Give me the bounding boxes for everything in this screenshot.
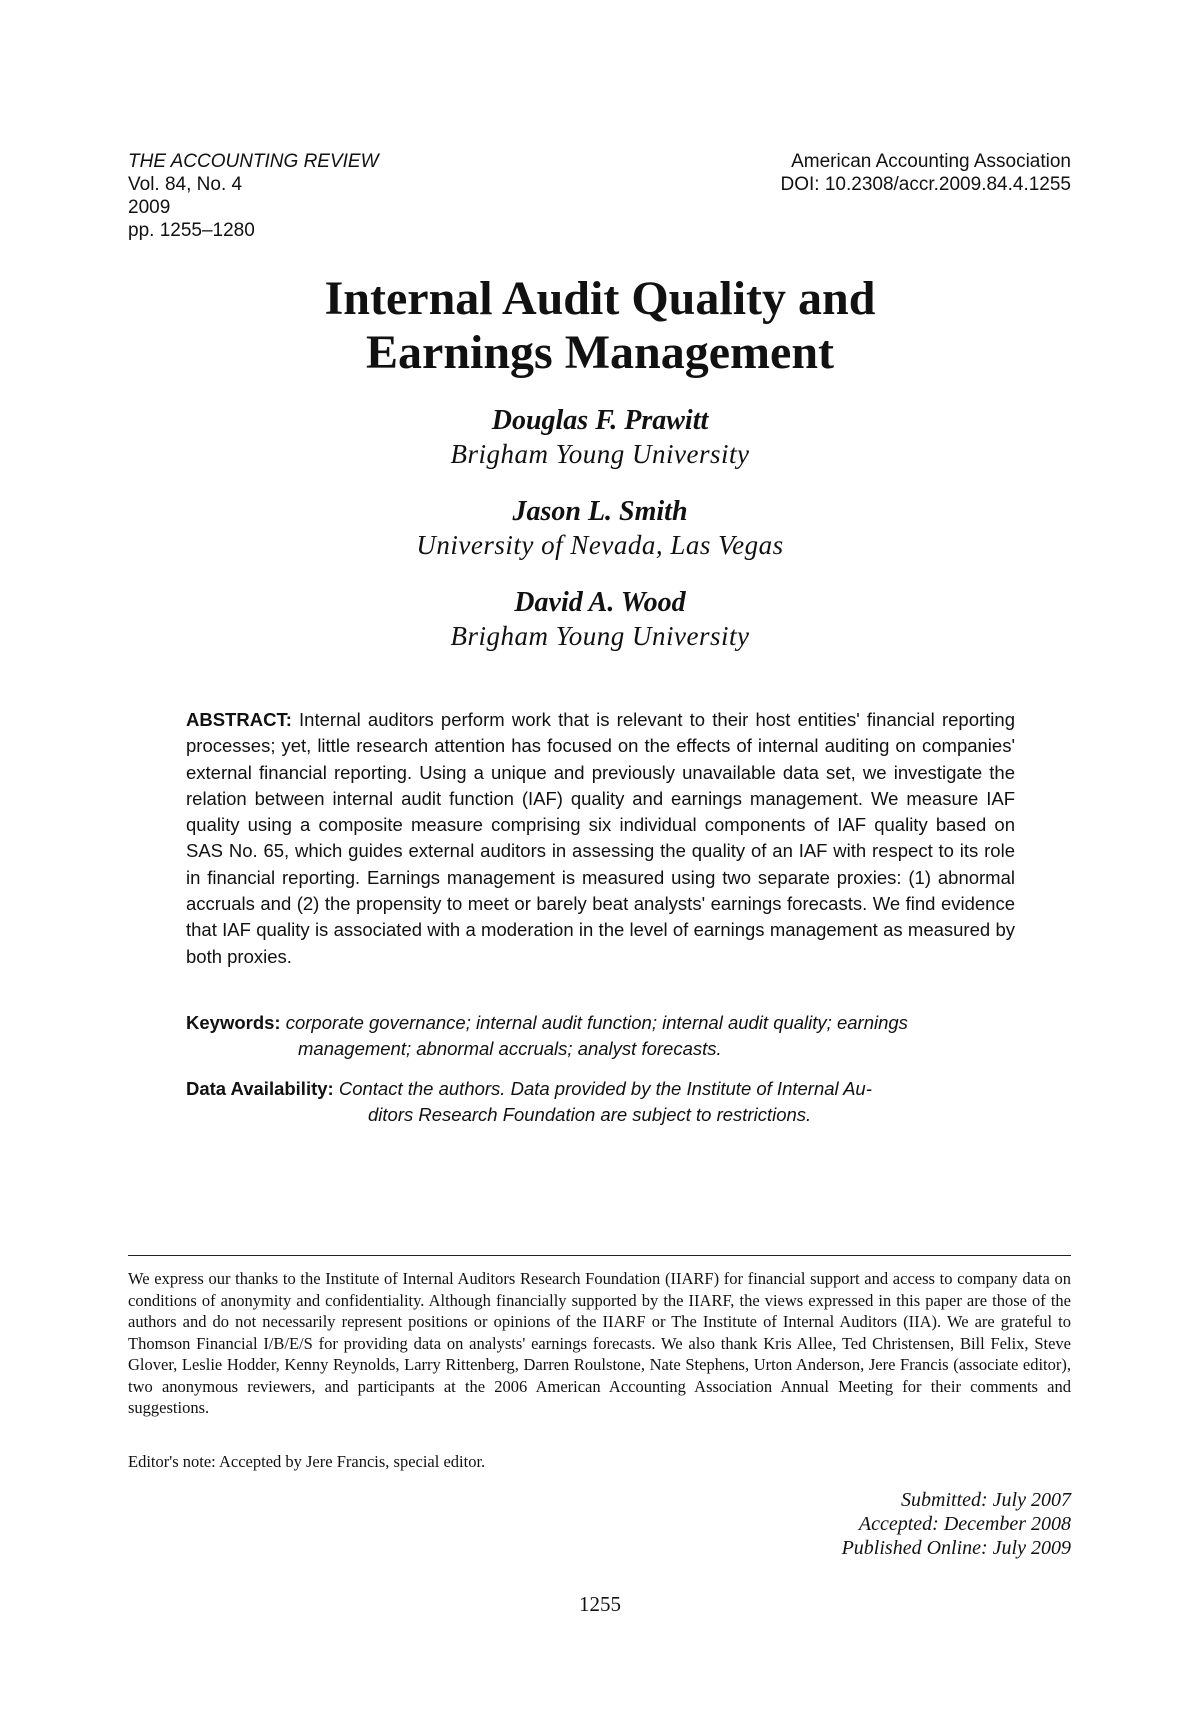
article-dates	[842, 1488, 1071, 1560]
author-affiliation: Brigham Young University	[450, 621, 750, 651]
page-number: 1255	[579, 1592, 621, 1616]
author-name: Jason L. Smith	[512, 496, 688, 527]
data-availability-line-2: ditors Research Foundation are subject to restrictions.	[368, 1104, 812, 1125]
journal-title: THE ACCOUNTING REVIEW	[128, 151, 379, 172]
abstract-label: ABSTRACT:	[186, 709, 292, 730]
editor-note: Editor's note: Accepted by Jere Francis, special editor.	[128, 1452, 486, 1471]
data-availability	[186, 1076, 1015, 1128]
footnote-divider	[128, 1255, 1071, 1256]
author-name: David A. Wood	[514, 587, 686, 618]
accepted-date: Accepted: December 2008	[858, 1513, 1071, 1535]
data-availability-label: Data Availability:	[186, 1078, 334, 1099]
keywords-text-line-1: corporate governance; internal audit function; internal audit quality; earnings	[285, 1012, 908, 1033]
title-line-2: Earnings Management	[366, 326, 834, 379]
journal-year: 2009	[128, 197, 171, 218]
author-list	[0, 404, 1200, 677]
author-name: Douglas F. Prawitt	[491, 405, 709, 436]
data-availability-line-1: Contact the authors. Data provided by the Institute of Internal Au-	[338, 1078, 872, 1099]
keywords-text-line-2: management; abnormal accruals; analyst forecasts.	[298, 1038, 722, 1059]
published-date: Published Online: July 2009	[841, 1537, 1071, 1559]
title-line-1: Internal Audit Quality and	[324, 272, 876, 325]
author-entry	[0, 586, 1200, 653]
masthead-left	[128, 150, 379, 242]
masthead-right	[781, 150, 1072, 196]
author-entry	[0, 404, 1200, 471]
author-affiliation: University of Nevada, Las Vegas	[416, 530, 784, 560]
author-affiliation: Brigham Young University	[450, 439, 750, 469]
author-entry	[0, 495, 1200, 562]
abstract-text: Internal auditors perform work that is relevant to their host entities' financial reporting processes; yet, little research attention has focused on the effects of internal auditing on companies' external financial reporting. Using a unique and previously unavailable data set, we investigate the relation between internal audit function (IAF) quality and earnings management. We measure IAF quality using a composite measure comprising six individual components of IAF quality based on SAS No. 65, which guides external auditors in assessing the quality of an IAF with respect to its role in financial reporting. Earnings management is measured using two separate proxies: (1) abnormal accruals and (2) the propensity to meet or barely beat analysts' earnings forecasts. We find evidence that IAF quality is associated with a moderation in the level of earnings management as measured by both proxies.	[186, 709, 1015, 967]
keywords	[186, 1010, 1015, 1062]
article-title	[0, 272, 1200, 380]
doi: DOI: 10.2308/accr.2009.84.4.1255	[780, 174, 1071, 195]
journal-pages: pp. 1255–1280	[128, 220, 255, 241]
journal-volume: Vol. 84, No. 4	[128, 174, 243, 195]
submitted-date: Submitted: July 2007	[901, 1489, 1071, 1511]
acknowledgement-footnote: We express our thanks to the Institute of Internal Auditors Research Foundation (IIARF) for financial support and access to company data on conditions of anonymity and confidentiality. Although financially supported by the IIARF, the views expressed in this paper are those of the authors and do not necessarily represent positions or opinions of the IIARF or The Institute of Internal Auditors (IIA). We are grateful to Thomson Financial I/B/E/S for providing data on analysts' earnings forecasts. We also thank Kris Allee, Ted Christensen, Bill Felix, Steve Glover, Leslie Hodder, Kenny Reynolds, Larry Rittenberg, Darren Roulstone, Nate Stephens, Urton Anderson, Jere Francis (associate editor), two anonymous reviewers, and participants at the 2006 American Accounting Association Annual Meeting for their comments and suggestions.	[128, 1269, 1071, 1417]
keywords-label: Keywords:	[186, 1012, 281, 1033]
publisher: American Accounting Association	[791, 151, 1071, 172]
abstract	[186, 707, 1015, 970]
